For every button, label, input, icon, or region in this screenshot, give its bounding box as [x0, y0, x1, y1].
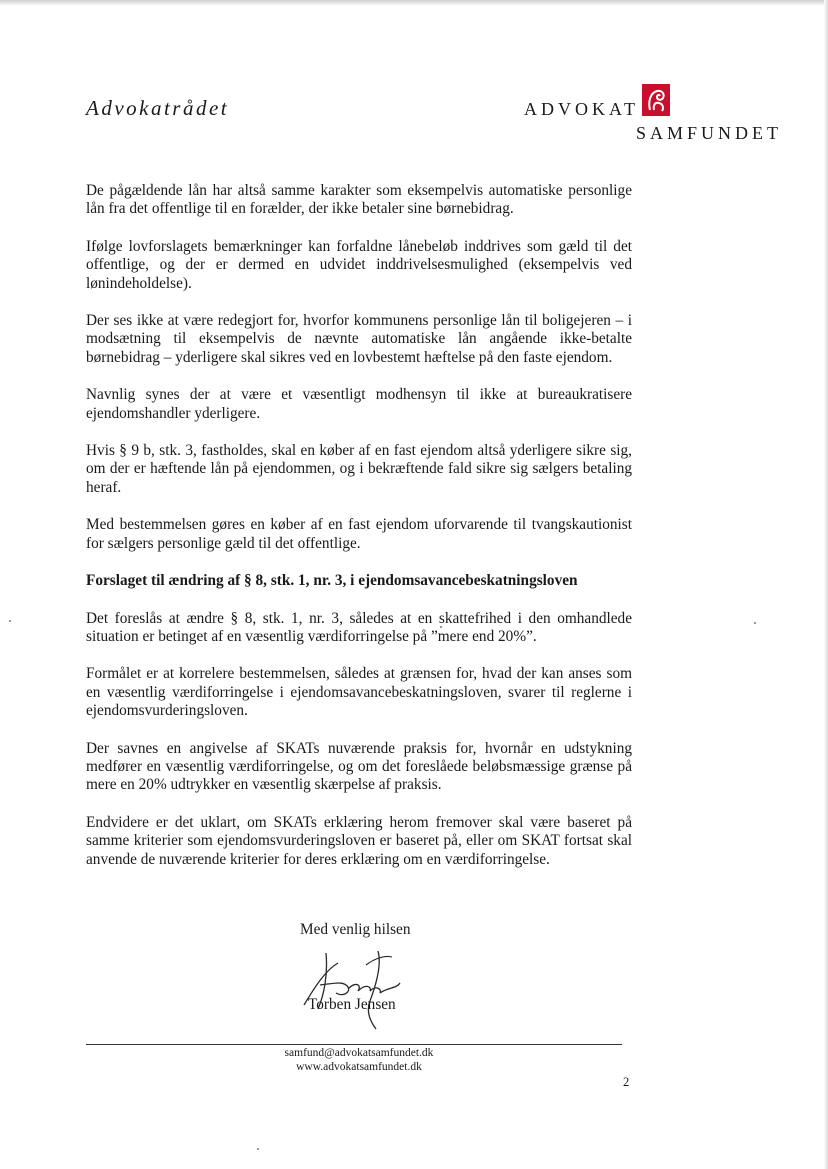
- letter-body: [86, 182, 632, 888]
- section-paragraph: Der savnes en angivelse af SKATs nuværende praksis for, hvornår en udstykning medfører en væsentlig værdiforringelse, og om det foreslåede beløbsmæssige grænse på mere en 20% udtrykker en væsentlig skærpelse af praksis.: [86, 739, 632, 794]
- logo-word-samfundet: SAMFUNDET: [636, 123, 783, 143]
- section-paragraph: Endvidere er det uklart, om SKATs erklæring herom fremover skal være baseret på samme kriterier som ejendomsvurderingsloven er baseret på, eller om SKAT fortsat skal anvende de nuværende kriterier for deres erklæring om en værdiforringelse.: [86, 813, 632, 868]
- footer-contact: [86, 1046, 632, 1074]
- paragraph: Ifølge lovforslagets bemærkninger kan forfaldne lånebeløb inddrives som gæld til det offentlige, og der er dermed en udvidet inddrivelsesmulighed (eksempelvis ved lønindeholdelse).: [86, 237, 632, 292]
- paragraph: Med bestemmelsen gøres en køber af en fast ejendom uforvarende til tvangskautionist for sælgers personlige gæld til det offentlige.: [86, 516, 632, 552]
- section-heading: Forslaget til ændring af § 8, stk. 1, nr. 3, i ejendomsavancebeskatningsloven: [86, 572, 578, 590]
- paragraph: Navnlig synes der at være et væsentligt modhensyn til ikke at bureaukratisere ejendomshandler yderligere.: [86, 386, 632, 422]
- logo-word-advokat: ADVOKAT: [524, 99, 639, 119]
- signer-name: Torben Jensen: [308, 996, 396, 1013]
- council-title: Advokatrådet: [86, 96, 230, 120]
- handwritten-signature: [296, 945, 426, 1035]
- scan-top-edge: [0, 0, 828, 6]
- footer-divider: [86, 1044, 622, 1045]
- scan-speck: [257, 1148, 259, 1150]
- page-number: 2: [623, 1075, 630, 1089]
- paragraph: Der ses ikke at være redegjort for, hvorfor kommunens personlige lån til boligejeren – i modsætning til eksempelvis de nævnte automatiske lån angående ikke-betalte børnebidrag – yderligere skal sikres ved en lovbestemt hæftelse på den faste ejendom.: [86, 312, 632, 366]
- section-paragraph: Det foreslås at ændre § 8, stk. 1, nr. 3, således at en skattefrihed i den omhandlede situation er betinget af en væsentlig værdiforringelse på ”mere end 20%”.: [86, 609, 632, 645]
- scan-speck: [440, 626, 442, 628]
- scan-right-edge: [824, 0, 828, 1169]
- paragraph: De pågældende lån har altså samme karakter som eksempelvis automatiske personlige lån fra det offentlige til en forælder, der ikke betaler sine børnebidrag.: [86, 182, 632, 218]
- advokatsamfundet-logo: [522, 82, 782, 148]
- section-paragraph: Formålet er at korrelere bestemmelsen, således at grænsen for, hvad der kan anses som en væsentlig værdiforringelse i ejendomsavancebeskatningsloven, svarer til reglerne i ejendomsvurderingsloven.: [86, 665, 632, 720]
- logo-emblem-icon: [642, 84, 670, 116]
- footer-website-link[interactable]: www.advokatsamfundet.dk: [296, 1061, 422, 1073]
- scan-speck: [9, 620, 11, 622]
- scan-speck: [754, 622, 756, 624]
- footer-email-link[interactable]: samfund@advokatsamfundet.dk: [284, 1047, 434, 1059]
- closing-greeting: Med venlig hilsen: [300, 921, 411, 938]
- paragraph: Hvis § 9 b, stk. 3, fastholdes, skal en køber af en fast ejendom altså yderligere sikre sig, om der er hæftende lån på ejendommen, og i bekræftende fald sikre sig sælgers betaling heraf.: [86, 442, 632, 496]
